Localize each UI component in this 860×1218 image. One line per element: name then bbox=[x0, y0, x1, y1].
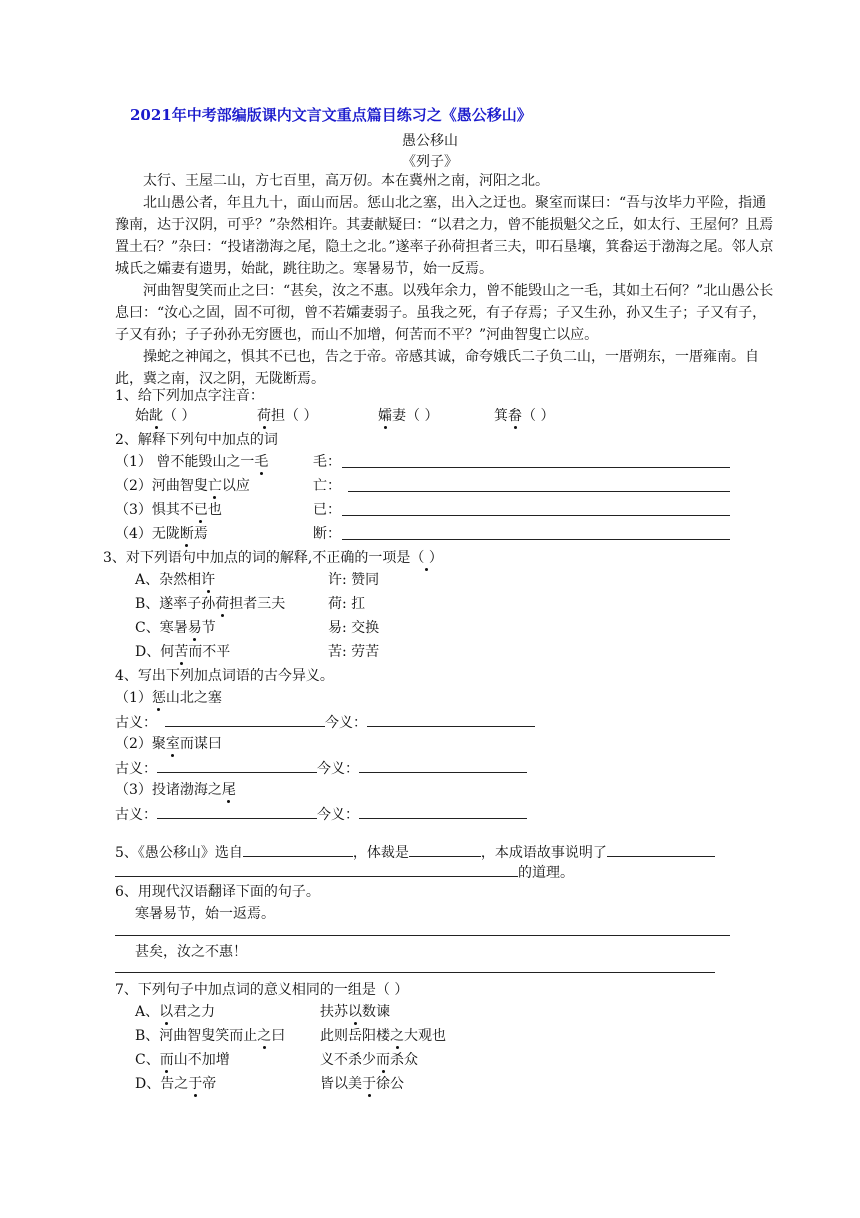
dotted-char: 毛 bbox=[254, 454, 269, 470]
dotted-char: 室 bbox=[165, 736, 180, 752]
paragraph-3: 河曲智叟笑而止之曰：“甚矣，汝之不惠。以残年余力，曾不能毁山之一毛，其如土石何？”北山愚公长息曰：“汝心之固，固不可彻，曾不若孀妻弱子。虽我之死，有子存焉；子又生孙，孙又生子；子又有子，子又有孙；子子孙孙无穷匮也，而山不加增，何苦而不平？”河曲智叟亡以应。 bbox=[115, 283, 774, 343]
dotted-char: 亡 bbox=[207, 478, 222, 494]
q2-term: 毛： bbox=[313, 454, 341, 470]
q2-prompt: 2、解释下列句中加点的词 bbox=[115, 432, 278, 448]
q7-option: B、河曲智叟笑而止之曰 bbox=[135, 1028, 286, 1044]
q7-option: D、告之于帝 bbox=[135, 1076, 217, 1092]
q3-option: B、遂率子孙荷担者三夫 bbox=[135, 596, 286, 612]
q3-explanation: 苦: 劳苦 bbox=[328, 644, 380, 660]
dotted-char: 易 bbox=[187, 620, 202, 636]
dotted-char: 畚 bbox=[508, 408, 522, 424]
dotted-char bbox=[424, 550, 428, 566]
dotted-char: 许 bbox=[201, 572, 216, 588]
q3-option: A、杂然相许 bbox=[135, 572, 216, 588]
answer-line bbox=[157, 804, 317, 819]
dotted-char: 孀 bbox=[378, 408, 392, 424]
q4-prompt: 4、写出下列加点词语的古今异义。 bbox=[115, 668, 334, 684]
q2-term: 已： bbox=[313, 502, 341, 518]
q4-answer-row: 古义： 今义： bbox=[115, 758, 527, 779]
answer-line bbox=[342, 539, 730, 540]
dotted-char: 于 bbox=[362, 1076, 376, 1092]
dotted-char: 荷 bbox=[257, 408, 271, 424]
dotted-char: 断 bbox=[179, 526, 194, 542]
q7-option-compare: 义不杀少而杀众 bbox=[320, 1052, 418, 1068]
dotted-char: 而 bbox=[376, 1052, 390, 1068]
q1-item: 荷担（ ） bbox=[257, 408, 318, 424]
dotted-char: 惩 bbox=[151, 690, 166, 706]
q7-option-compare: 皆以美于徐公 bbox=[320, 1076, 404, 1092]
answer-line bbox=[342, 515, 730, 516]
dotted-char: 已 bbox=[193, 502, 208, 518]
q7-option-compare: 此则岳阳楼之大观也 bbox=[320, 1028, 446, 1044]
q4-item: （1）惩山北之塞 bbox=[115, 690, 222, 706]
q7-option: C、而山不加增 bbox=[135, 1052, 230, 1068]
answer-line bbox=[165, 712, 325, 727]
dotted-char: 之 bbox=[390, 1028, 404, 1044]
paragraph-1: 太行、王屋二山，方七百里，高万仞。本在冀州之南，河阳之北。 bbox=[143, 173, 549, 189]
text-source: 《列子》 bbox=[402, 154, 458, 170]
q3-explanation: 易: 交换 bbox=[328, 620, 380, 636]
answer-line bbox=[359, 804, 527, 819]
dotted-char: 荷 bbox=[215, 596, 230, 612]
q1-item: 箕畚（ ） bbox=[494, 408, 555, 424]
q6-sentence: 甚矣，汝之不惠！ bbox=[135, 944, 247, 960]
answer-line bbox=[115, 935, 730, 936]
q5-line: 的道理。 bbox=[115, 862, 574, 883]
dotted-char: 龀 bbox=[149, 408, 163, 424]
q3-option: D、何苦而不平 bbox=[135, 644, 231, 660]
q2-item: （2）河曲智叟亡以应 bbox=[115, 478, 250, 494]
q2-item: （3）惧其不已也 bbox=[115, 502, 222, 518]
dotted-char: 而 bbox=[159, 1052, 174, 1068]
q7-option: A、以君之力 bbox=[135, 1004, 216, 1020]
q2-item: （4）无陇断焉 bbox=[115, 526, 208, 542]
document-title: 2021年中考部编版课内文言文重点篇目练习之《愚公移山》 bbox=[130, 106, 532, 124]
q1-item: 始龀（ ） bbox=[135, 408, 196, 424]
dotted-char: 以 bbox=[348, 1004, 362, 1020]
answer-line bbox=[359, 758, 527, 773]
q6-sentence: 寒暑易节，始一返焉。 bbox=[135, 906, 275, 922]
q2-term: 断： bbox=[313, 526, 341, 542]
dotted-char: 以 bbox=[159, 1004, 174, 1020]
dotted-char: 苦 bbox=[174, 644, 189, 660]
answer-line bbox=[157, 758, 317, 773]
answer-line bbox=[409, 842, 481, 857]
paragraph-4: 操蛇之神闻之，惧其不已也，告之于帝。帝感其诚，命夸娥氏二子负二山，一厝朔东，一厝雍南。自此，冀之南，汉之阴，无陇断焉。 bbox=[115, 349, 759, 387]
q2-term: 亡： bbox=[313, 478, 341, 494]
dotted-char: 尾 bbox=[221, 782, 236, 798]
q4-answer-row: 古义： 今义： bbox=[115, 712, 535, 733]
answer-line bbox=[607, 842, 715, 857]
q6-prompt: 6、用现代汉语翻译下面的句子。 bbox=[115, 884, 320, 900]
q3-explanation: 许: 赞同 bbox=[328, 572, 380, 588]
answer-line bbox=[348, 491, 730, 492]
answer-line bbox=[115, 862, 518, 877]
dotted-char: 之 bbox=[257, 1028, 272, 1044]
q3-prompt: 3、对下列语句中加点的词的解释,不正确的一项是（ ） bbox=[103, 550, 443, 566]
q3-option: C、寒暑易节 bbox=[135, 620, 216, 636]
text-title: 愚公移山 bbox=[402, 133, 458, 149]
q7-prompt: 7、下列句子中加点词的意义相同的一组是（ ） bbox=[115, 982, 409, 998]
q4-item: （3）投诸渤海之尾 bbox=[115, 782, 236, 798]
q3-explanation: 荷: 扛 bbox=[328, 596, 366, 612]
dotted-char: 于 bbox=[188, 1076, 203, 1092]
answer-line bbox=[367, 712, 535, 727]
answer-line bbox=[243, 842, 353, 857]
q1-prompt: 1、给下列加点字注音： bbox=[115, 388, 264, 404]
q4-item: （2）聚室而谋曰 bbox=[115, 736, 222, 752]
q2-item: （1） 曾不能毁山之一毛 bbox=[115, 454, 269, 470]
answer-line bbox=[342, 467, 730, 468]
q4-answer-row: 古义： 今义： bbox=[115, 804, 527, 825]
answer-line bbox=[115, 972, 715, 973]
paragraph-2: 北山愚公者，年且九十，面山而居。惩山北之塞，出入之迂也。聚室而谋曰：“吾与汝毕力平险，指通豫南，达于汉阴，可乎？”杂然相许。其妻献疑曰：“以君之力，曾不能损魁父之丘，如太行、王屋何？且焉置土石？”杂曰：“投诸渤海之尾，隐土之北。”遂率子孙荷担者三夫，叩石垦壤，箕畚运于渤海之尾。邻人京城氏之孀妻有遗男，始龀，跳往助之。寒暑易节，始一反焉。 bbox=[115, 195, 774, 277]
q1-item: 孀妻（ ） bbox=[378, 408, 439, 424]
q5-line: 5、《愚公移山》选自 ，体裁是 ，本成语故事说明了 bbox=[115, 842, 715, 863]
q7-option-compare: 扶苏以数谏 bbox=[320, 1004, 390, 1020]
